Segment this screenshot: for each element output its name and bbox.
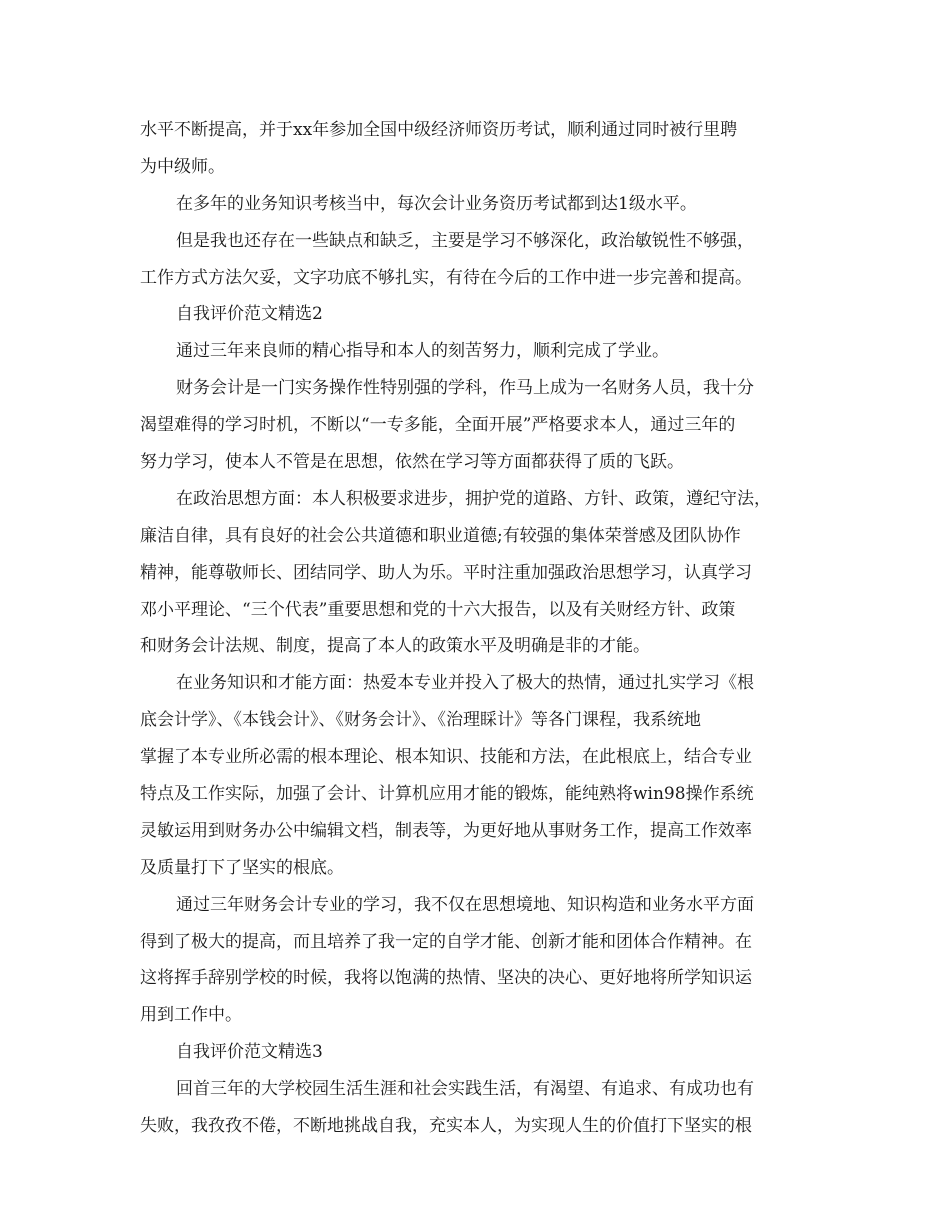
text-line: 努力学习，使本人不管是在思想，依然在学习等方面都获得了质的飞跃。: [140, 452, 684, 473]
paragraph-start: 通过三年财务会计专业的学习，我不仅在思想境地、知识构造和业务水平方面: [176, 894, 754, 915]
text-line: 工作方式方法欠妥，文字功底不够扎实，有待在今后的工作中进一步完善和提高。: [140, 267, 752, 288]
text-line: 邓小平理论、“三个代表”重要思想和党的十六大报告，以及有关财经方针、政策: [140, 599, 736, 620]
paragraph-start: 在多年的业务知识考核当中，每次会计业务资历考试都到达1级水平。: [176, 193, 697, 214]
text-line: 底会计学》、《本钱会计》、《财务会计》、《治理睬计》等各门课程，我系统地: [140, 710, 701, 731]
paragraph-start: 回首三年的大学校园生活生涯和社会实践生活，有渴望、有追求、有成功也有: [176, 1079, 754, 1100]
paragraph-start: 财务会计是一门实务操作性特别强的学科，作马上成为一名财务人员，我十分: [176, 378, 754, 399]
paragraph-start: 但是我也还存在一些缺点和缺乏，主要是学习不够深化，政治敏锐性不够强，: [176, 230, 754, 251]
text-line: 用到工作中。: [140, 1005, 242, 1026]
text-line: 特点及工作实际，加强了会计、计算机应用才能的锻炼，能纯熟将win98操作系统: [140, 784, 754, 805]
text-line: 失败，我孜孜不倦，不断地挑战自我，充实本人，为实现人生的价值打下坚实的根: [140, 1116, 752, 1137]
text-line: 渴望难得的学习时机，不断以“一专多能，全面开展”严格要求本人，通过三年的: [140, 415, 736, 436]
text-line: 及质量打下了坚实的根底。: [140, 857, 344, 878]
text-line: 灵敏运用到财务办公中编辑文档，制表等，为更好地从事财务工作，提高工作效率: [140, 820, 752, 841]
document-body: [140, 112, 820, 1145]
section-heading: 自我评价范文精选2: [176, 304, 323, 325]
text-line: 水平不断提高，并于xx年参加全国中级经济师资历考试，顺利通过同时被行里聘: [140, 120, 738, 140]
text-line: 为中级师。: [140, 156, 225, 177]
text-line: 这将挥手辞别学校的时候，我将以饱满的热情、坚决的决心、更好地将所学知识运: [140, 968, 752, 989]
text-line: 廉洁自律，具有良好的社会公共道德和职业道德;有较强的集体荣誉感及团队协作: [140, 525, 741, 546]
text-line: 得到了极大的提高，而且培养了我一定的自学才能、创新才能和团体合作精神。在: [140, 931, 752, 952]
text-line: 掌握了本专业所必需的根本理论、根本知识、技能和方法，在此根底上，结合专业: [140, 747, 752, 768]
section-heading: 自我评价范文精选3: [176, 1042, 323, 1063]
text-line: 精神，能尊敬师长、团结同学、助人为乐。平时注重加强政治思想学习，认真学习: [140, 562, 752, 583]
paragraph-start: 在业务知识和才能方面：热爱本专业并投入了极大的热情，通过扎实学习《根: [176, 673, 754, 694]
text-line: 和财务会计法规、制度，提高了本人的政策水平及明确是非的才能。: [140, 636, 650, 657]
paragraph-start: 通过三年来良师的精心指导和本人的刻苦努力，顺利完成了学业。: [176, 341, 669, 362]
paragraph-start: 在政治思想方面：本人积极要求进步，拥护党的道路、方针、政策，遵纪守法，: [176, 488, 771, 509]
